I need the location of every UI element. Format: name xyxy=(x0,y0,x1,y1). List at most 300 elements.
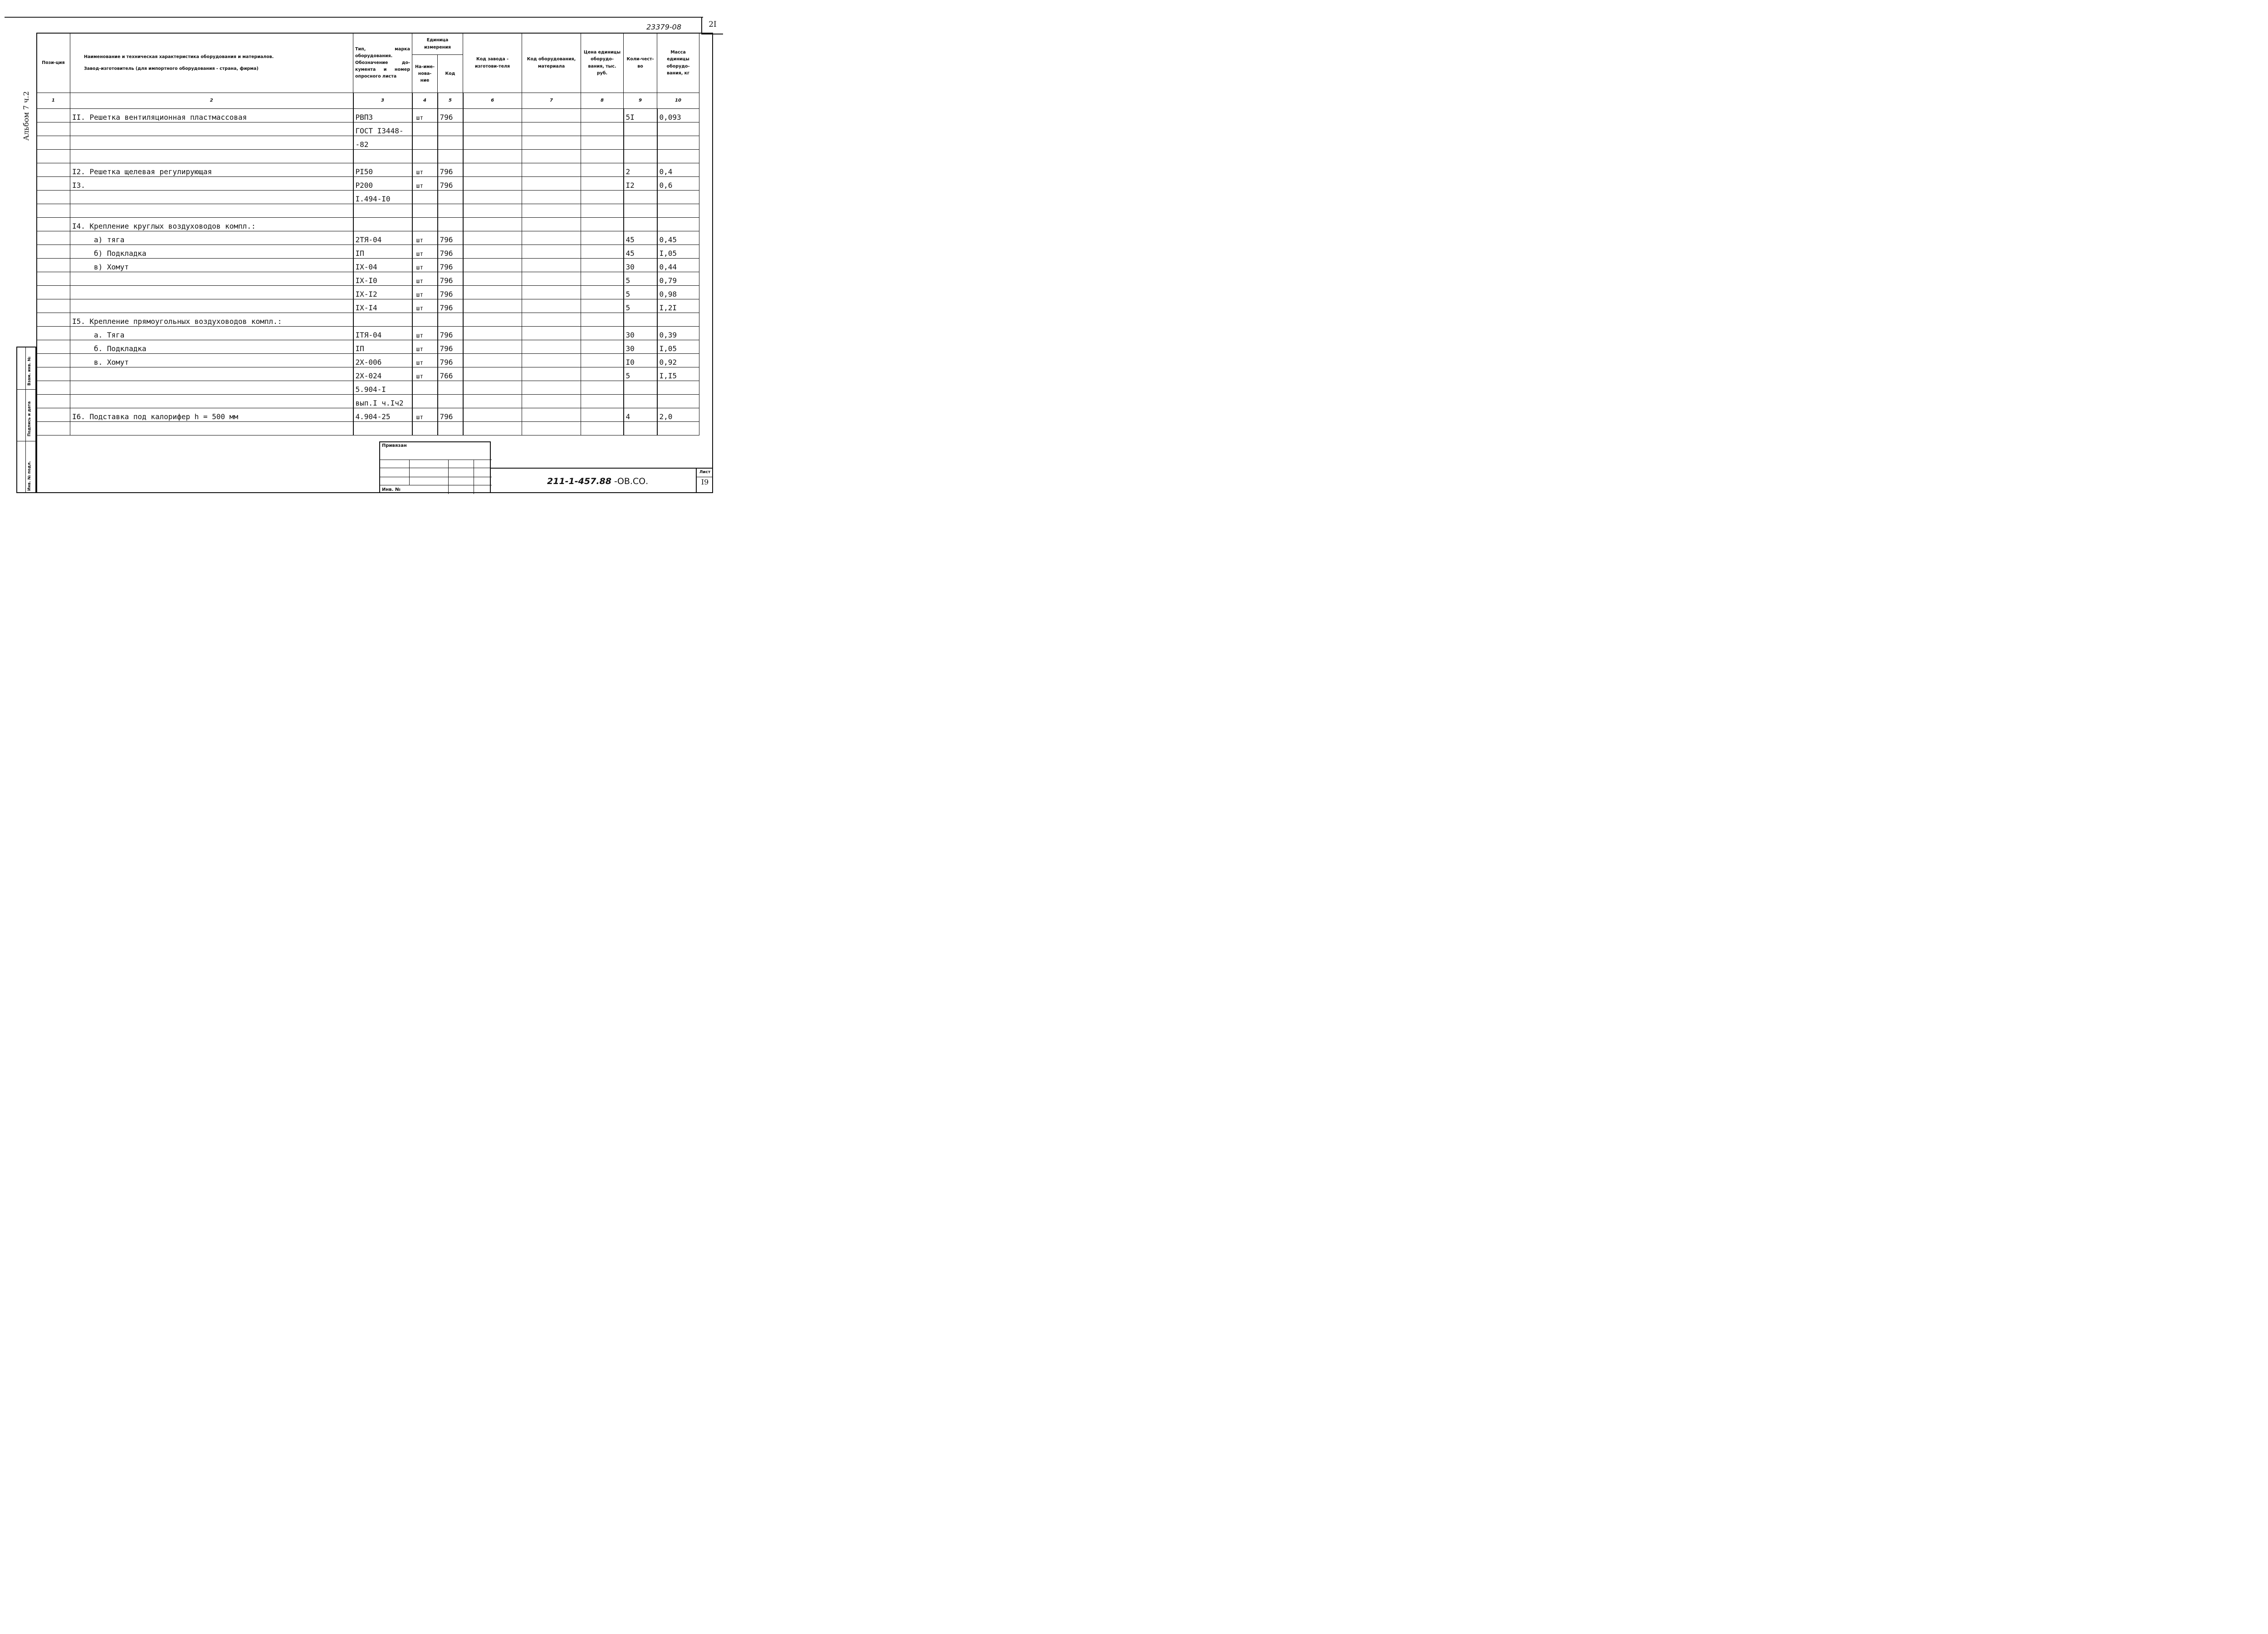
header-quantity: Коли-чест-во xyxy=(624,33,657,93)
price-cell xyxy=(581,177,624,191)
type-cell: IП xyxy=(353,340,412,354)
unit-code-cell: 796 xyxy=(438,354,463,367)
unit-name-cell: шт xyxy=(412,177,438,191)
document-number: 23379-08 xyxy=(646,23,682,31)
mass-cell: 0,39 xyxy=(657,327,699,340)
equipment-code-cell xyxy=(522,245,581,259)
project-code-number: 211-1-457.88 xyxy=(547,476,611,486)
factory-code-cell xyxy=(463,381,522,395)
unit-code-cell: 796 xyxy=(438,177,463,191)
factory-code-cell xyxy=(463,299,522,313)
type-cell: IX-I4 xyxy=(353,299,412,313)
quantity-cell xyxy=(624,204,657,218)
quantity-cell xyxy=(624,422,657,435)
project-code xyxy=(547,476,648,486)
podpis-data-label: Подпись и дата xyxy=(27,401,32,436)
header-name xyxy=(70,33,353,93)
column-number: 1 xyxy=(37,93,70,109)
table-row xyxy=(37,177,699,191)
mass-cell xyxy=(657,136,699,150)
unit-name-cell: шт xyxy=(412,163,438,177)
table-body xyxy=(37,109,699,435)
name-cell: а) тяга xyxy=(70,231,353,245)
inv-podl-label: Инв. № подл. xyxy=(27,461,32,491)
unit-code-cell xyxy=(438,204,463,218)
position-cell xyxy=(37,408,70,422)
quantity-cell xyxy=(624,136,657,150)
factory-code-cell xyxy=(463,231,522,245)
factory-code-cell xyxy=(463,150,522,163)
price-cell xyxy=(581,422,624,435)
position-cell xyxy=(37,313,70,327)
mass-cell: 0,45 xyxy=(657,231,699,245)
price-cell xyxy=(581,231,624,245)
name-cell xyxy=(70,204,353,218)
name-cell: б. Подкладка xyxy=(70,340,353,354)
stamp-line xyxy=(409,460,410,485)
type-cell: Р200 xyxy=(353,177,412,191)
unit-code-cell xyxy=(438,150,463,163)
name-cell xyxy=(70,367,353,381)
unit-name-cell: шт xyxy=(412,272,438,286)
table-row xyxy=(37,367,699,381)
price-cell xyxy=(581,299,624,313)
price-cell xyxy=(581,395,624,408)
table-row xyxy=(37,381,699,395)
table-row xyxy=(37,163,699,177)
equipment-code-cell xyxy=(522,395,581,408)
table-row xyxy=(37,422,699,435)
header-unit-name: На-име-нова-ние xyxy=(412,55,438,93)
column-numbers-row xyxy=(37,93,699,109)
type-cell: ГОСТ I3448- xyxy=(353,122,412,136)
name-cell: в. Хомут xyxy=(70,354,353,367)
mass-cell: I,05 xyxy=(657,245,699,259)
mass-cell: 0,6 xyxy=(657,177,699,191)
mass-cell: I,I5 xyxy=(657,367,699,381)
table-row xyxy=(37,150,699,163)
name-cell: I4. Крепление круглых воздуховодов компл.: xyxy=(70,218,353,231)
factory-code-cell xyxy=(463,191,522,204)
table-row xyxy=(37,122,699,136)
mass-cell: 2,0 xyxy=(657,408,699,422)
unit-code-cell xyxy=(438,136,463,150)
quantity-cell: 5 xyxy=(624,367,657,381)
privyazan-label: Привязан xyxy=(382,443,407,448)
price-cell xyxy=(581,327,624,340)
price-cell xyxy=(581,259,624,272)
price-cell xyxy=(581,245,624,259)
position-cell xyxy=(37,340,70,354)
name-cell xyxy=(70,150,353,163)
unit-name-cell xyxy=(412,191,438,204)
price-cell xyxy=(581,150,624,163)
price-cell xyxy=(581,272,624,286)
equipment-code-cell xyxy=(522,313,581,327)
position-cell xyxy=(37,245,70,259)
price-cell xyxy=(581,204,624,218)
name-cell xyxy=(70,299,353,313)
header-unit-group: Единица измерения xyxy=(412,33,463,55)
factory-code-cell xyxy=(463,218,522,231)
left-margin-stamp xyxy=(16,347,36,493)
unit-name-cell: шт xyxy=(412,354,438,367)
equipment-code-cell xyxy=(522,231,581,245)
table-row xyxy=(37,109,699,122)
equipment-code-cell xyxy=(522,354,581,367)
quantity-cell xyxy=(624,381,657,395)
unit-name-cell: шт xyxy=(412,367,438,381)
table-row xyxy=(37,136,699,150)
price-cell xyxy=(581,340,624,354)
mass-cell xyxy=(657,422,699,435)
name-cell xyxy=(70,272,353,286)
unit-name-cell xyxy=(412,150,438,163)
name-cell: в) Хомут xyxy=(70,259,353,272)
quantity-cell xyxy=(624,122,657,136)
equipment-code-cell xyxy=(522,259,581,272)
type-cell: IX-I0 xyxy=(353,272,412,286)
equipment-code-cell xyxy=(522,177,581,191)
name-cell: I3. xyxy=(70,177,353,191)
mass-cell: 0,093 xyxy=(657,109,699,122)
equipment-code-cell xyxy=(522,408,581,422)
name-cell xyxy=(70,286,353,299)
factory-code-cell xyxy=(463,313,522,327)
price-cell xyxy=(581,286,624,299)
type-cell: -82 xyxy=(353,136,412,150)
factory-code-cell xyxy=(463,395,522,408)
type-cell: IТЯ-04 xyxy=(353,327,412,340)
top-border-line xyxy=(5,17,703,18)
stamp-line xyxy=(448,460,449,494)
unit-code-cell xyxy=(438,381,463,395)
mass-cell xyxy=(657,122,699,136)
position-cell xyxy=(37,231,70,245)
type-cell: IX-04 xyxy=(353,259,412,272)
factory-code-cell xyxy=(463,327,522,340)
table-row xyxy=(37,340,699,354)
table-row xyxy=(37,204,699,218)
unit-code-cell: 766 xyxy=(438,367,463,381)
table-row xyxy=(37,218,699,231)
sheet-label: Лист xyxy=(697,468,713,477)
mass-cell: 0,98 xyxy=(657,286,699,299)
header-equipment-code: Код оборудования, материала xyxy=(522,33,581,93)
type-cell: 2X-024 xyxy=(353,367,412,381)
unit-name-cell xyxy=(412,422,438,435)
quantity-cell xyxy=(624,395,657,408)
name-cell xyxy=(70,422,353,435)
quantity-cell: I2 xyxy=(624,177,657,191)
table-row xyxy=(37,395,699,408)
factory-code-cell xyxy=(463,109,522,122)
table-row xyxy=(37,354,699,367)
factory-code-cell xyxy=(463,122,522,136)
equipment-code-cell xyxy=(522,327,581,340)
equipment-code-cell xyxy=(522,218,581,231)
table-row xyxy=(37,231,699,245)
price-cell xyxy=(581,191,624,204)
header-name-line2: Завод-изготовитель (для импортного оборудования - страна, фирма) xyxy=(84,66,259,71)
unit-name-cell: шт xyxy=(412,109,438,122)
unit-name-cell: шт xyxy=(412,231,438,245)
unit-code-cell: 796 xyxy=(438,245,463,259)
header-factory-code: Код завода - изготови-теля xyxy=(463,33,522,93)
equipment-code-cell xyxy=(522,340,581,354)
unit-code-cell: 796 xyxy=(438,299,463,313)
price-cell xyxy=(581,218,624,231)
equipment-code-cell xyxy=(522,286,581,299)
quantity-cell: 5 xyxy=(624,272,657,286)
unit-code-cell: 796 xyxy=(438,327,463,340)
type-cell: IП xyxy=(353,245,412,259)
quantity-cell xyxy=(624,150,657,163)
mass-cell: I,05 xyxy=(657,340,699,354)
position-cell xyxy=(37,191,70,204)
unit-name-cell xyxy=(412,381,438,395)
price-cell xyxy=(581,354,624,367)
position-cell xyxy=(37,299,70,313)
quantity-cell: 30 xyxy=(624,340,657,354)
position-cell xyxy=(37,109,70,122)
type-cell xyxy=(353,218,412,231)
sheet-number: I9 xyxy=(701,478,709,486)
equipment-code-cell xyxy=(522,191,581,204)
name-cell xyxy=(70,122,353,136)
mass-cell: 0,92 xyxy=(657,354,699,367)
factory-code-cell xyxy=(463,259,522,272)
factory-code-cell xyxy=(463,367,522,381)
table-row xyxy=(37,259,699,272)
unit-code-cell: 796 xyxy=(438,163,463,177)
position-cell xyxy=(37,354,70,367)
header-price: Цена единицы оборудо-вания, тыс. руб. xyxy=(581,33,624,93)
unit-name-cell: шт xyxy=(412,286,438,299)
sheet-number-box xyxy=(696,468,713,493)
table-row xyxy=(37,313,699,327)
stamp-cell-divider xyxy=(17,389,35,390)
column-number: 9 xyxy=(624,93,657,109)
unit-code-cell: 796 xyxy=(438,408,463,422)
unit-name-cell: шт xyxy=(412,299,438,313)
type-cell: 4.904-25 xyxy=(353,408,412,422)
header-unit-code: Код xyxy=(438,55,463,93)
unit-name-cell xyxy=(412,136,438,150)
position-cell xyxy=(37,327,70,340)
name-cell: II. Решетка вентиляционная пластмассовая xyxy=(70,109,353,122)
factory-code-cell xyxy=(463,286,522,299)
position-cell xyxy=(37,422,70,435)
price-cell xyxy=(581,109,624,122)
name-cell xyxy=(70,395,353,408)
column-number: 10 xyxy=(657,93,699,109)
equipment-code-cell xyxy=(522,122,581,136)
mass-cell xyxy=(657,204,699,218)
column-number: 4 xyxy=(412,93,438,109)
factory-code-cell xyxy=(463,340,522,354)
type-cell: I.494-I0 xyxy=(353,191,412,204)
position-cell xyxy=(37,381,70,395)
name-cell: б) Подкладка xyxy=(70,245,353,259)
stamp-divider xyxy=(25,347,26,492)
mass-cell: 0,4 xyxy=(657,163,699,177)
unit-code-cell xyxy=(438,122,463,136)
mass-cell: I,2I xyxy=(657,299,699,313)
unit-code-cell: 796 xyxy=(438,259,463,272)
unit-name-cell: шт xyxy=(412,259,438,272)
unit-name-cell: шт xyxy=(412,327,438,340)
mass-cell xyxy=(657,381,699,395)
factory-code-cell xyxy=(463,408,522,422)
type-cell xyxy=(353,313,412,327)
unit-name-cell: шт xyxy=(412,340,438,354)
corner-sheet-number: 2I xyxy=(701,17,723,34)
column-number: 5 xyxy=(438,93,463,109)
equipment-code-cell xyxy=(522,136,581,150)
position-cell xyxy=(37,163,70,177)
name-cell: I6. Подставка под калорифер h = 500 мм xyxy=(70,408,353,422)
position-cell xyxy=(37,177,70,191)
position-cell xyxy=(37,272,70,286)
quantity-cell: 2 xyxy=(624,163,657,177)
unit-code-cell xyxy=(438,395,463,408)
unit-code-cell: 796 xyxy=(438,272,463,286)
factory-code-cell xyxy=(463,422,522,435)
price-cell xyxy=(581,313,624,327)
factory-code-cell xyxy=(463,354,522,367)
position-cell xyxy=(37,204,70,218)
quantity-cell xyxy=(624,218,657,231)
position-cell xyxy=(37,286,70,299)
price-cell xyxy=(581,122,624,136)
mass-cell xyxy=(657,313,699,327)
unit-code-cell: 796 xyxy=(438,340,463,354)
factory-code-cell xyxy=(463,204,522,218)
price-cell xyxy=(581,408,624,422)
name-cell xyxy=(70,136,353,150)
price-cell xyxy=(581,136,624,150)
type-cell xyxy=(353,422,412,435)
name-cell: I2. Решетка щелевая регулирующая xyxy=(70,163,353,177)
quantity-cell: I0 xyxy=(624,354,657,367)
column-number: 7 xyxy=(522,93,581,109)
album-label: Альбом 7 ч.2 xyxy=(22,91,30,141)
unit-code-cell xyxy=(438,313,463,327)
type-cell: 5.904-I xyxy=(353,381,412,395)
type-cell: вып.I ч.Iч2 xyxy=(353,395,412,408)
type-cell: РI50 xyxy=(353,163,412,177)
position-cell xyxy=(37,259,70,272)
type-cell xyxy=(353,204,412,218)
table-row xyxy=(37,191,699,204)
unit-code-cell: 796 xyxy=(438,109,463,122)
unit-code-cell: 796 xyxy=(438,231,463,245)
mass-cell xyxy=(657,150,699,163)
name-cell: а. Тяга xyxy=(70,327,353,340)
quantity-cell: 5I xyxy=(624,109,657,122)
position-cell xyxy=(37,218,70,231)
equipment-code-cell xyxy=(522,204,581,218)
equipment-code-cell xyxy=(522,299,581,313)
type-cell xyxy=(353,150,412,163)
project-code-suffix: -ОВ.СО. xyxy=(611,476,649,486)
equipment-code-cell xyxy=(522,422,581,435)
type-cell: 2X-006 xyxy=(353,354,412,367)
quantity-cell xyxy=(624,191,657,204)
table-row xyxy=(37,299,699,313)
unit-name-cell: шт xyxy=(412,408,438,422)
column-number: 6 xyxy=(463,93,522,109)
factory-code-cell xyxy=(463,245,522,259)
mass-cell: 0,79 xyxy=(657,272,699,286)
name-cell xyxy=(70,381,353,395)
header-position: Пози-ция xyxy=(37,33,70,93)
unit-name-cell xyxy=(412,218,438,231)
header-type: Тип, марка оборудования. Обозначение до-кумента и номер опросного листа xyxy=(353,33,412,93)
equipment-code-cell xyxy=(522,367,581,381)
quantity-cell: 45 xyxy=(624,245,657,259)
quantity-cell: 5 xyxy=(624,299,657,313)
type-cell: 2ТЯ-04 xyxy=(353,231,412,245)
position-cell xyxy=(37,367,70,381)
privyazan-stamp xyxy=(379,441,491,493)
type-cell: РВПЗ xyxy=(353,109,412,122)
unit-name-cell: шт xyxy=(412,245,438,259)
equipment-code-cell xyxy=(522,150,581,163)
quantity-cell xyxy=(624,313,657,327)
inv-no-label: Инв. № xyxy=(382,487,401,492)
table-row xyxy=(37,408,699,422)
mass-cell xyxy=(657,395,699,408)
factory-code-cell xyxy=(463,163,522,177)
factory-code-cell xyxy=(463,272,522,286)
unit-name-cell xyxy=(412,313,438,327)
drawing-sheet xyxy=(0,0,728,523)
header-name-line1: Наименование и техническая характеристика оборудования и материалов. xyxy=(84,54,274,60)
column-number: 2 xyxy=(70,93,353,109)
mass-cell xyxy=(657,191,699,204)
unit-code-cell: 796 xyxy=(438,286,463,299)
unit-name-cell xyxy=(412,395,438,408)
vzam-inv-label: Взам. инв. № xyxy=(27,357,32,386)
unit-code-cell xyxy=(438,422,463,435)
equipment-code-cell xyxy=(522,109,581,122)
header-mass: Масса единицы оборудо-вания, кг xyxy=(657,33,699,93)
column-number: 3 xyxy=(353,93,412,109)
table-row xyxy=(37,327,699,340)
name-cell: I5. Крепление прямоугольных воздуховодов компл.: xyxy=(70,313,353,327)
unit-name-cell xyxy=(412,204,438,218)
table-row xyxy=(37,272,699,286)
unit-code-cell xyxy=(438,191,463,204)
position-cell xyxy=(37,395,70,408)
specification-table xyxy=(36,33,699,435)
column-number: 8 xyxy=(581,93,624,109)
price-cell xyxy=(581,381,624,395)
factory-code-cell xyxy=(463,136,522,150)
quantity-cell: 45 xyxy=(624,231,657,245)
position-cell xyxy=(37,136,70,150)
unit-name-cell xyxy=(412,122,438,136)
table-row xyxy=(37,245,699,259)
unit-code-cell xyxy=(438,218,463,231)
equipment-code-cell xyxy=(522,381,581,395)
position-cell xyxy=(37,122,70,136)
type-cell: IX-I2 xyxy=(353,286,412,299)
title-block-line xyxy=(491,468,713,469)
table-row xyxy=(37,286,699,299)
